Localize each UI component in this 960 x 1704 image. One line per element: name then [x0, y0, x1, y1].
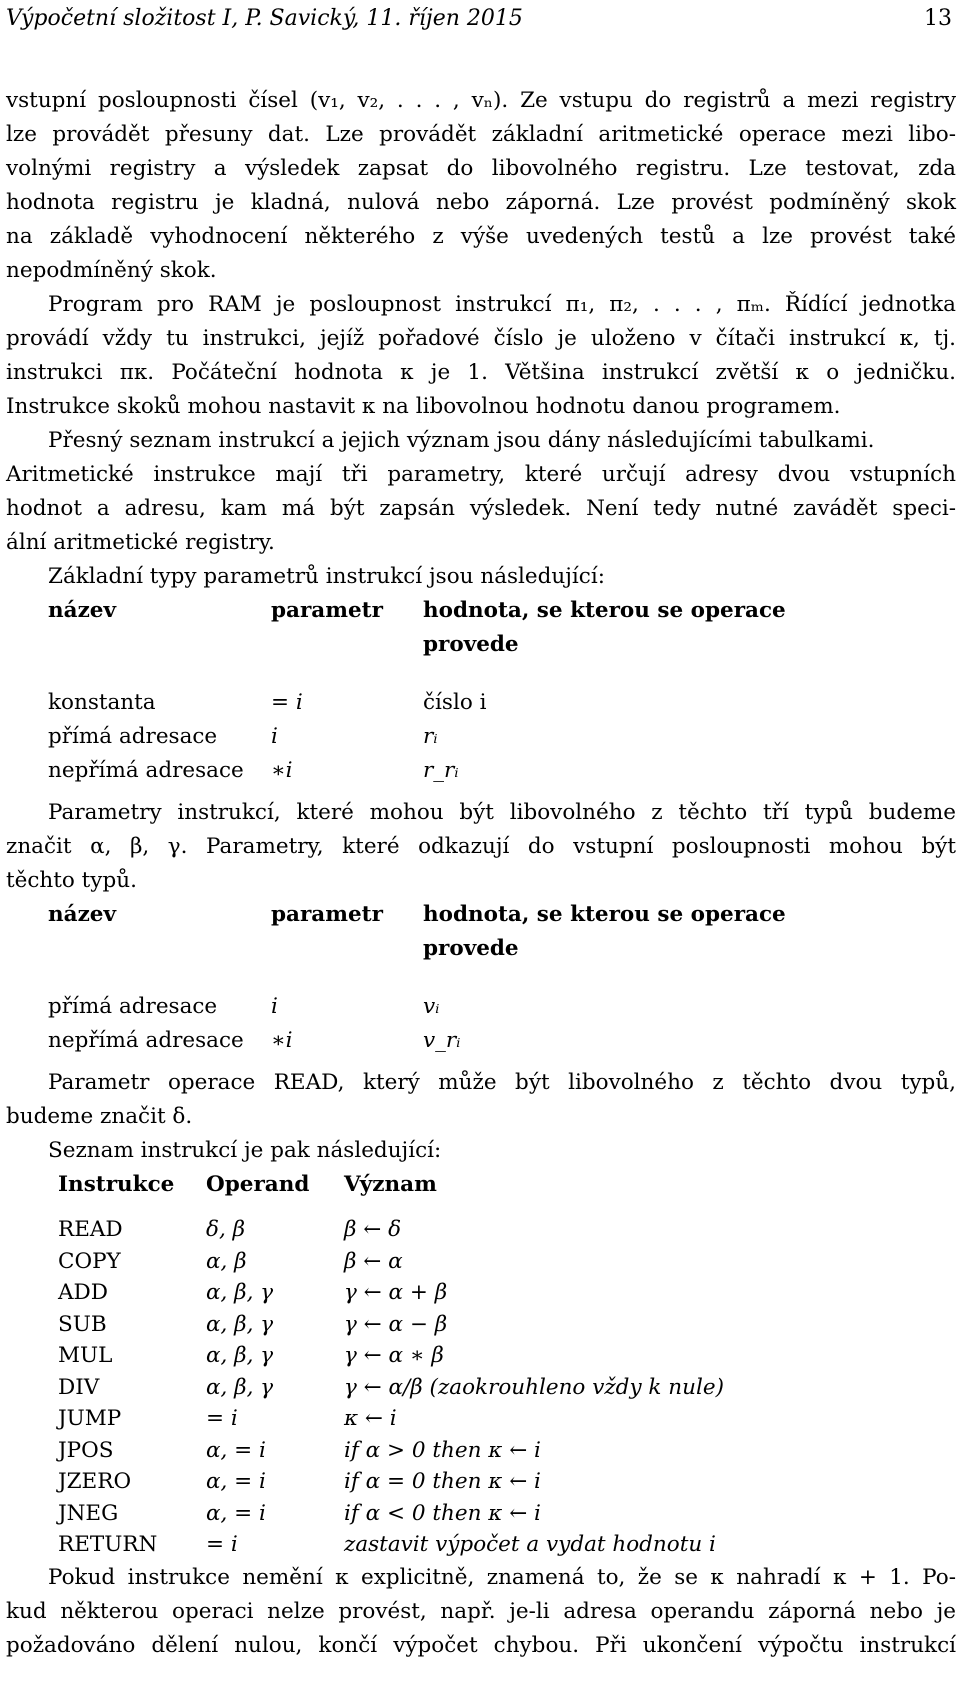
table3-header [6, 1168, 956, 1202]
table-cell: SUB [58, 1311, 107, 1337]
table3-header-cell: Instrukce [58, 1172, 175, 1197]
table-cell: vᵢ [423, 994, 440, 1019]
table3-header-cell: Operand [206, 1172, 310, 1197]
text-line: Parametry instrukcí, které mohou být libovolného z těchto tří typů budeme [48, 800, 956, 825]
table-cell: zastavit výpočet a vydat hodnotu i [344, 1532, 716, 1557]
table-row [6, 1214, 956, 1246]
table1-header-cell: parametr [271, 598, 383, 623]
table-cell: ∗i [271, 758, 293, 783]
text-line: Základní typy parametrů instrukcí jsou následující: [48, 564, 605, 589]
table2-header-cell: hodnota, se kterou se operace [423, 902, 786, 927]
page-body [6, 84, 956, 1663]
table-row [6, 1435, 956, 1467]
table-cell: i [271, 724, 278, 749]
table-cell: číslo i [423, 690, 487, 715]
table-cell: = i [206, 1532, 238, 1557]
text-line: na základě vyhodnocení některého z výše uvedených testů a lze provést také [6, 224, 956, 249]
table2-header [6, 898, 956, 932]
table-cell: rᵢ [423, 724, 438, 749]
table-row [6, 1466, 956, 1498]
table-cell: γ ← α − β [344, 1311, 448, 1337]
table-cell: α, β, γ [206, 1343, 274, 1368]
table-cell: β ← δ [344, 1217, 402, 1242]
table-cell: konstanta [48, 690, 156, 715]
table-row [6, 754, 956, 788]
table-cell: if α = 0 then κ ← i [344, 1469, 541, 1494]
table-cell: přímá adresace [48, 994, 218, 1019]
table2-header-cell: název [48, 902, 116, 927]
table-cell: α, = i [206, 1437, 266, 1463]
table2-header-cont [6, 932, 956, 966]
table-cell: ADD [58, 1280, 109, 1305]
table-cell: β ← α [344, 1248, 403, 1274]
table-row [6, 1498, 956, 1530]
table1-header-cell: provede [423, 632, 519, 657]
table3-header-cell: Význam [344, 1172, 437, 1197]
text-line: hodnota registru je kladná, nulová nebo záporná. Lze provést podmíněný skok [6, 190, 956, 215]
table-row [6, 1277, 956, 1309]
table-row [6, 1403, 956, 1435]
table-cell: JZERO [58, 1469, 132, 1494]
table-cell: γ ← α ∗ β [344, 1343, 444, 1368]
table-cell: r_rᵢ [423, 758, 459, 783]
table-row [6, 1309, 956, 1341]
table-cell: i [271, 994, 278, 1019]
text-line: lze provádět přesuny dat. Lze provádět základní aritmetické operace mezi libo- [6, 122, 956, 147]
table-cell: γ ← α/β (zaokrouhleno vždy k nule) [344, 1374, 724, 1400]
table1-header-cell: název [48, 598, 116, 623]
text-line: instrukci πκ. Počáteční hodnota κ je 1. Většina instrukcí zvětší κ o jedničku. [6, 360, 956, 385]
text-line: budeme značit δ. [6, 1104, 193, 1129]
text-line: provádí vždy tu instrukci, jejíž pořadové číslo je uloženo v čítači instrukcí κ, tj. [6, 326, 956, 351]
text-line: ální aritmetické registry. [6, 530, 275, 555]
text-line: požadováno dělení nulou, končí výpočet chybou. Při ukončení výpočtu instrukcí [6, 1632, 956, 1658]
table-cell: α, β, γ [206, 1374, 274, 1400]
table-cell: if α < 0 then κ ← i [344, 1500, 541, 1526]
table-cell: δ, β [206, 1217, 246, 1242]
text-line: Seznam instrukcí je pak následující: [48, 1138, 442, 1163]
text-line: těchto typů. [6, 868, 137, 893]
text-line: Instrukce skoků mohou nastavit κ na libovolnou hodnotu danou programem. [6, 394, 841, 419]
table-cell: MUL [58, 1343, 113, 1368]
instruction-table-body [6, 1214, 956, 1561]
table-cell: JPOS [58, 1437, 114, 1463]
text-line: volnými registry a výsledek zapsat do libovolného registru. Lze testovat, zda [6, 156, 956, 181]
header-title: Výpočetní složitost I, P. Savický, 11. říjen 2015 [6, 6, 523, 31]
table-cell: α, = i [206, 1500, 266, 1526]
text-line: Pokud instrukce nemění κ explicitně, znamená to, že se κ nahradí κ + 1. Po- [48, 1564, 956, 1590]
table-row [6, 1340, 956, 1372]
table2-header-cell: provede [423, 936, 519, 961]
table1-header-cell: hodnota, se kterou se operace [423, 598, 786, 623]
text-line: hodnot a adresu, kam má být zapsán výsledek. Není tedy nutné zavádět speci- [6, 496, 956, 521]
text-line: značit α, β, γ. Parametry, které odkazují do vstupní posloupnosti mohou být [6, 834, 956, 859]
table-cell: přímá adresace [48, 724, 218, 749]
table2-header-cell: parametr [271, 902, 383, 927]
table-cell: READ [58, 1217, 123, 1242]
table-cell: nepřímá adresace [48, 758, 244, 783]
table-cell: κ ← i [344, 1406, 397, 1431]
table-cell: α, β, γ [206, 1280, 274, 1305]
table1-header-cont [6, 628, 956, 662]
table-row [6, 1246, 956, 1278]
table-cell: DIV [58, 1374, 100, 1400]
table-cell: α, β [206, 1248, 247, 1274]
text-line: kud některou operaci nelze provést, např. je-li adresa operandu záporná nebo je [6, 1598, 956, 1624]
table-cell: γ ← α + β [344, 1280, 448, 1305]
text-line: nepodmíněný skok. [6, 258, 217, 283]
table1-header [6, 594, 956, 628]
table-cell: RETURN [58, 1532, 158, 1557]
table-cell: nepřímá adresace [48, 1028, 244, 1053]
page-number: 13 [924, 6, 952, 31]
text-line: Přesný seznam instrukcí a jejich význam jsou dány následujícími tabulkami. [48, 428, 875, 453]
text-line: vstupní posloupnosti čísel (v₁, v₂, . . . , vₙ). Ze vstupu do registrů a mezi registry [6, 88, 956, 113]
table-cell: JNEG [58, 1500, 119, 1526]
table-cell: = i [206, 1406, 238, 1431]
table-cell: = i [271, 690, 303, 715]
table-cell: JUMP [58, 1406, 122, 1431]
text-line: Parametr operace READ, který může být libovolného z těchto dvou typů, [48, 1070, 956, 1095]
table-row [6, 720, 956, 754]
table-row [6, 1529, 956, 1561]
table-row [6, 1372, 956, 1404]
running-header [6, 6, 952, 38]
text-line: Program pro RAM je posloupnost instrukcí π₁, π₂, . . . , πₘ. Řídící jednotka [48, 292, 956, 317]
table-cell: v_rᵢ [423, 1028, 461, 1053]
table-row [6, 686, 956, 720]
table-cell: COPY [58, 1248, 121, 1274]
text-line: Aritmetické instrukce mají tři parametry, které určují adresy dvou vstupních [6, 462, 956, 487]
table-row [6, 990, 956, 1024]
table-cell: α, = i [206, 1469, 266, 1494]
table-row [6, 1024, 956, 1058]
table-cell: ∗i [271, 1028, 293, 1053]
table-cell: α, β, γ [206, 1311, 274, 1337]
table-cell: if α > 0 then κ ← i [344, 1437, 541, 1463]
